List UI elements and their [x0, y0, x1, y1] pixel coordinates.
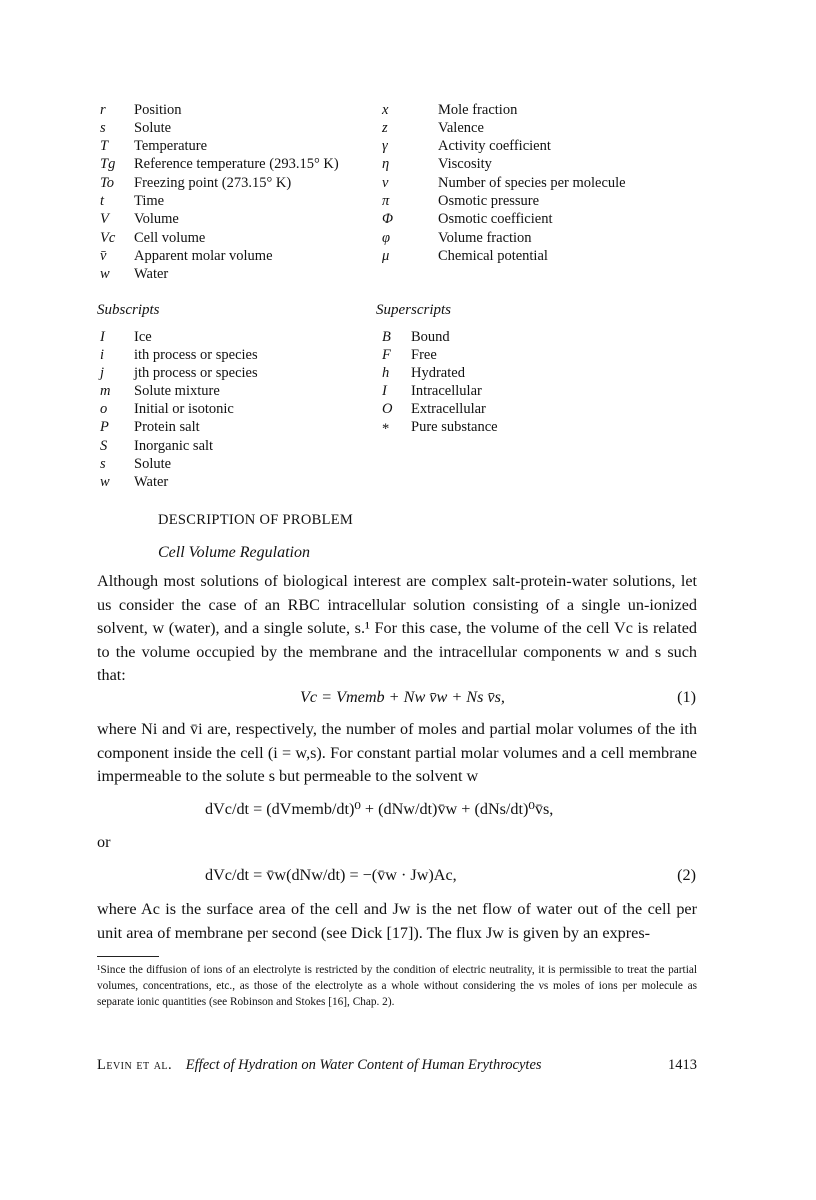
symbol-definition: Osmotic coefficient: [438, 211, 553, 227]
subscript-definition: ith process or species: [134, 347, 258, 363]
subscript-symbol: P: [100, 419, 109, 435]
equation-intermediate: dVc/dt = (dVmemb/dt)⁰ + (dNw/dt)v̄w + (dNs/dt)⁰v̄s,: [205, 800, 554, 818]
equation-2: dVc/dt = v̄w(dNw/dt) = −(v̄w · Jw)Ac,: [205, 866, 457, 884]
subscript-symbol: w: [100, 474, 110, 490]
subscript-symbol: s: [100, 456, 106, 472]
symbol: γ: [382, 138, 388, 154]
superscript-definition: Pure substance: [411, 419, 498, 435]
symbol-definition: Valence: [438, 120, 484, 136]
section-title: DESCRIPTION OF PROBLEM: [158, 512, 354, 528]
subscript-symbol: i: [100, 347, 105, 363]
subscript-definition: jth process or species: [134, 365, 258, 381]
symbol: To: [100, 175, 114, 191]
symbol: v̄: [100, 248, 107, 264]
subscript-definition: Water: [134, 474, 169, 490]
subscript-definition: Protein salt: [134, 419, 200, 435]
symbol-definition: Volume: [134, 211, 179, 227]
symbol-definition: Chemical potential: [438, 248, 548, 264]
superscript-symbol: *: [382, 421, 390, 437]
symbol: ν: [382, 175, 389, 191]
footer-authors: Levin et al.: [97, 1057, 173, 1073]
subscript-symbol: m: [100, 383, 111, 399]
subscript-definition: Ice: [134, 329, 152, 345]
symbol-definition: Temperature: [134, 138, 208, 154]
superscript-definition: Hydrated: [411, 365, 465, 381]
page-footer: [97, 1057, 697, 1074]
subsection-title: Cell Volume Regulation: [158, 544, 310, 561]
symbol-definition: Cell volume: [134, 230, 206, 246]
symbol: φ: [382, 230, 391, 246]
symbol: π: [382, 193, 390, 209]
subscript-symbol: I: [100, 329, 105, 345]
symbol: z: [382, 120, 388, 136]
symbol-definition: Activity coefficient: [438, 138, 551, 154]
symbol: η: [382, 156, 390, 172]
symbol-definition: Volume fraction: [438, 230, 532, 246]
symbol: r: [100, 102, 106, 118]
symbol-definition: Solute: [134, 120, 172, 136]
symbol: s: [100, 120, 106, 136]
symbol-definition: Mole fraction: [438, 102, 518, 118]
symbol-definition: Freezing point (273.15° K): [134, 175, 292, 191]
equation-2-number: (2): [677, 866, 696, 884]
symbol-definition: Reference temperature (293.15° K): [134, 156, 339, 172]
superscript-symbol: I: [382, 383, 387, 399]
symbol-definition: Viscosity: [438, 156, 492, 172]
superscript-definition: Intracellular: [411, 383, 482, 399]
symbol-definition: Number of species per molecule: [438, 175, 626, 191]
symbol-definition: Time: [134, 193, 165, 209]
symbol: μ: [382, 248, 390, 264]
equation-1: Vc = Vmemb + Nw v̄w + Ns v̄s,: [300, 688, 505, 706]
symbol: V: [100, 211, 109, 227]
symbol: Tg: [100, 156, 116, 172]
footnote: ¹Since the diffusion of ions of an electrolyte is restricted by the condition of electric neutrality, it is permissible to treat the partial volumes, concentrations, etc., as those of the electrolyte as a whole without considering the νs moles of ions per molecule as separate ionic quantities (see Robinson and Stokes [16], Chap. 2).: [97, 964, 697, 1008]
paragraph-intro: Although most solutions of biological interest are complex salt-protein-water solutions, let us consider the case of an RBC intracellular solution consisting of a single un-ionized solvent, w (water), and a single solute, s.¹ For this case, the volume of the cell Vc is related to the volume occupied by the membrane and the intracellular components w and s such that:: [97, 572, 697, 684]
superscript-symbol: h: [382, 365, 390, 381]
superscript-symbol: B: [382, 329, 391, 345]
symbol: w: [100, 266, 110, 282]
page-number: 1413: [668, 1057, 697, 1073]
symbol-definition: Water: [134, 266, 169, 282]
superscript-definition: Free: [411, 347, 437, 363]
superscripts-heading: Superscripts: [376, 302, 451, 318]
symbol-definition: Osmotic pressure: [438, 193, 540, 209]
superscript-definition: Bound: [411, 329, 450, 345]
paragraph-flux: where Ac is the surface area of the cell and Jw is the net flow of water out of the cell per unit area of membrane per second (see Dick [17]). The flux Jw is given by an expres-: [97, 900, 697, 942]
footer-article-title: Effect of Hydration on Water Content of Human Erythrocytes: [185, 1057, 542, 1073]
subscript-symbol: j: [100, 365, 105, 381]
subscript-definition: Solute: [134, 456, 172, 472]
symbol: T: [100, 138, 109, 154]
superscript-symbol: F: [382, 347, 391, 363]
symbol-definition: Position: [134, 102, 182, 118]
equation-1-number: (1): [677, 688, 696, 706]
subscript-symbol: S: [100, 438, 108, 454]
subscript-symbol: o: [100, 401, 108, 417]
paragraph-partial-volumes: where Ni and v̄i are, respectively, the number of moles and partial molar volumes of the ith component inside the cell (i = w,s). For constant partial molar volumes and a cell membrane impermeable to the solute s but permeable to the solvent w: [97, 720, 697, 785]
symbol: Φ: [382, 211, 394, 227]
subscript-definition: Initial or isotonic: [134, 401, 234, 417]
footnote-rule: [97, 956, 159, 957]
superscript-symbol: O: [382, 401, 393, 417]
superscript-definition: Extracellular: [411, 401, 486, 417]
symbol-definition: Apparent molar volume: [134, 248, 273, 264]
subscript-definition: Inorganic salt: [134, 438, 214, 454]
subscripts-heading: Subscripts: [97, 302, 160, 318]
symbol: t: [100, 193, 105, 209]
or-word: or: [97, 833, 111, 851]
subscript-definition: Solute mixture: [134, 383, 220, 399]
symbol: Vc: [100, 230, 116, 246]
symbol: x: [382, 102, 389, 118]
